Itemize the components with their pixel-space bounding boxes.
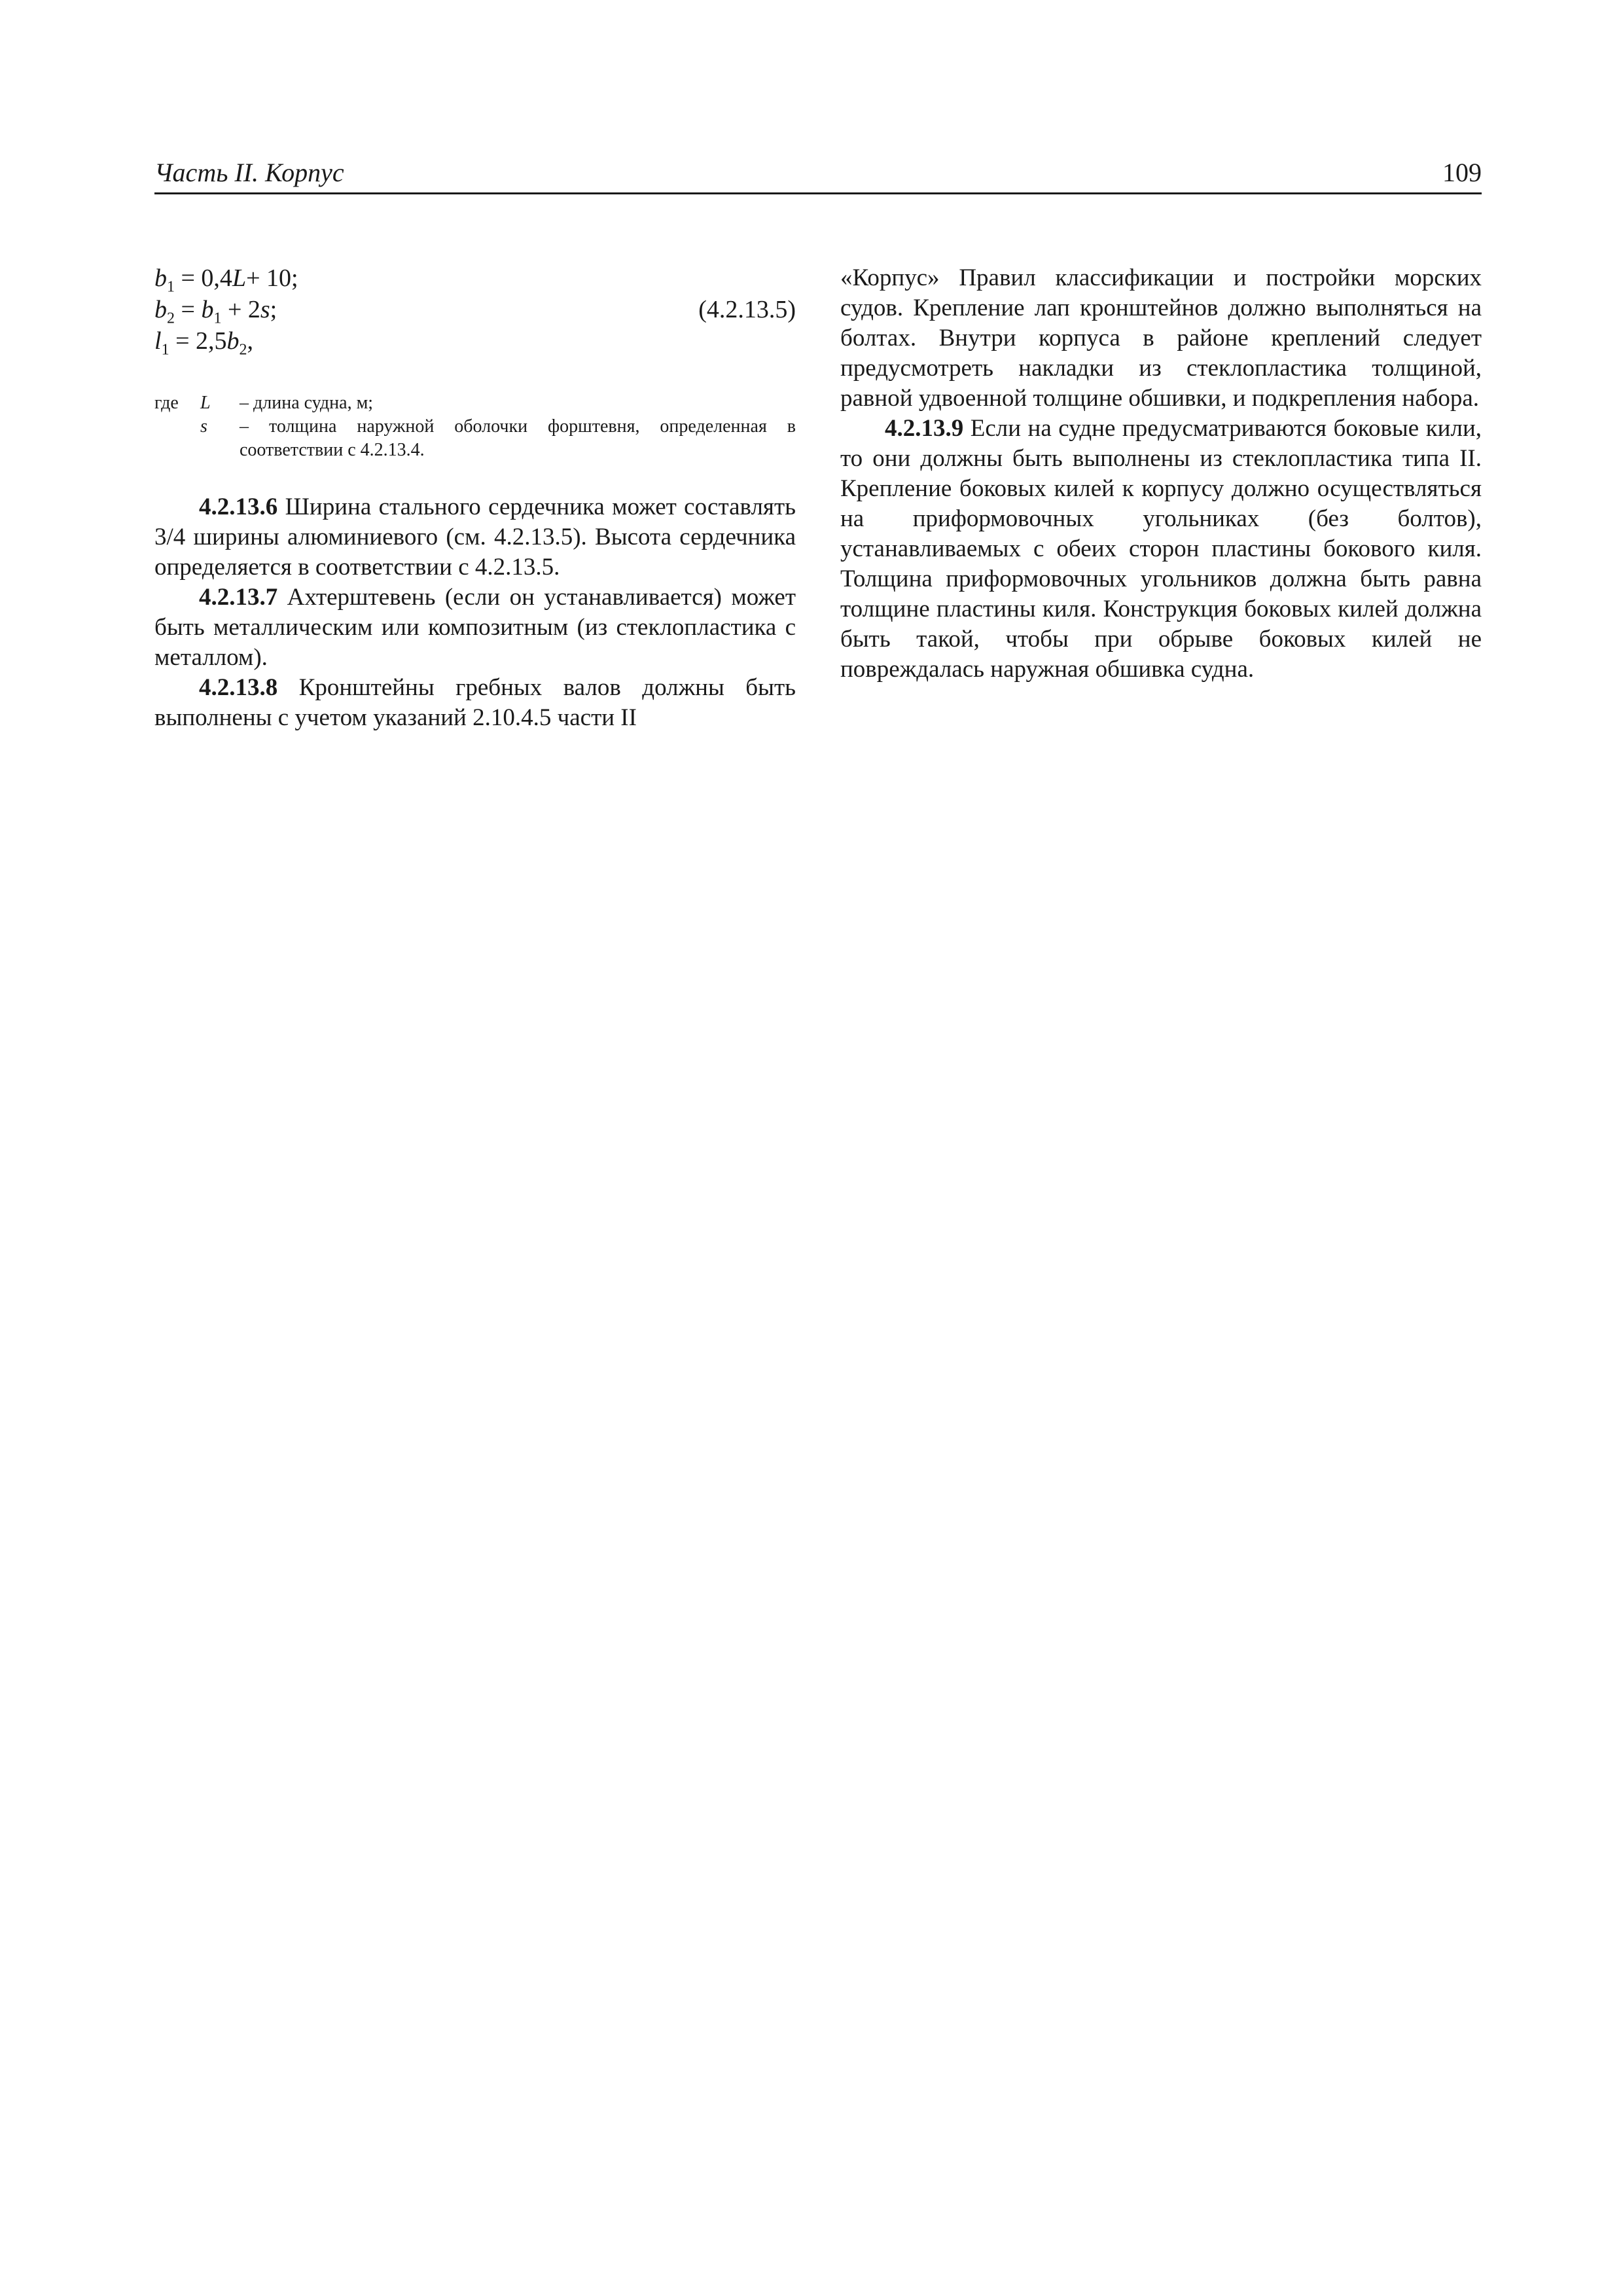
clause-number: 4.2.13.9 — [885, 415, 964, 442]
equation-number: (4.2.13.5) — [698, 296, 796, 323]
where-text: – длина судна, м; — [240, 393, 374, 413]
formula-text: = 0,4 — [175, 264, 232, 292]
formula-text: + 10; — [246, 264, 298, 292]
paragraph-text: Кронштейны гребных валов должны быть выполнены с учетом указаний 2.10.4.5 части II — [154, 674, 796, 731]
formula-text: , — [247, 327, 253, 355]
paragraph — [840, 414, 1482, 685]
formula-subscript: 2 — [239, 341, 247, 359]
paragraph-text: Если на судне предусматриваются боковые кили, то они должны быть выполнены из стеклопластика типа II. Крепление боковых килей к корпусу должно осуществляться на приформовочных угольниках (без болтов), устанавливаемых с обеих сторон пластины бокового киля. Толщина приформовочных угольников должна быть равна толщине пластины киля. Конструкция боковых килей должна быть такой, чтобы при обрыве боковых килей не повреждалась наружная обшивка судна. — [840, 415, 1482, 683]
formula-var: b — [154, 296, 167, 323]
clause-number: 4.2.13.7 — [199, 584, 278, 611]
paragraph-continuation: «Корпус» Правил классификации и постройки морских судов. Крепление лап кронштейнов должно выполняться на болтах. Внутри корпуса в районе креплений следует предусмотреть накладки из стеклопластика толщиной, равной удвоенной толщине обшивки, и подкрепления набора. — [840, 264, 1482, 412]
paragraph-text: Ширина стального сердечника может составлять 3/4 ширины алюминиевого (см. 4.2.13.5). Высота сердечника определяется в соответствии с 4.2.13.5. — [154, 493, 796, 581]
page-header — [154, 154, 1482, 194]
formula-line-3 — [154, 326, 253, 365]
formula-var: b — [226, 327, 240, 355]
formula-var: b — [154, 264, 167, 292]
formula-var: l — [154, 327, 162, 355]
right-column — [840, 263, 1482, 685]
formula-subscript: 1 — [213, 310, 222, 327]
paragraph — [154, 583, 796, 673]
formula-text: = — [175, 296, 202, 323]
formula-subscript: 2 — [167, 310, 175, 327]
running-title: Часть II. Корпус — [154, 158, 344, 187]
paragraph — [154, 673, 796, 733]
where-item — [154, 415, 796, 462]
where-legend — [154, 391, 796, 462]
where-text: – толщина наружной оболочки форштевня, определенная в соответствии с 4.2.13.4. — [240, 416, 796, 460]
clause-number: 4.2.13.8 — [199, 674, 278, 701]
formula-subscript: 1 — [167, 278, 175, 296]
where-item — [154, 391, 796, 415]
formula-var: b — [201, 296, 214, 323]
where-word: где — [154, 393, 179, 413]
formula-var: s — [260, 296, 270, 323]
paragraph — [154, 492, 796, 583]
left-column — [154, 263, 796, 733]
formula-text: + 2 — [221, 296, 260, 323]
paragraph-text: Ахтерштевень (если он устанавливается) может быть металлическим или композитным (из стеклопластика с металлом). — [154, 584, 796, 671]
formula-text: = 2,5 — [169, 327, 227, 355]
formula-subscript: 1 — [161, 341, 169, 359]
formula-var: L — [232, 264, 247, 292]
formula-block — [154, 263, 796, 361]
page-number: 109 — [1442, 158, 1482, 187]
where-symbol: s — [200, 416, 207, 437]
clause-number: 4.2.13.6 — [199, 493, 278, 520]
where-symbol: L — [200, 393, 211, 413]
formula-text: ; — [270, 296, 277, 323]
